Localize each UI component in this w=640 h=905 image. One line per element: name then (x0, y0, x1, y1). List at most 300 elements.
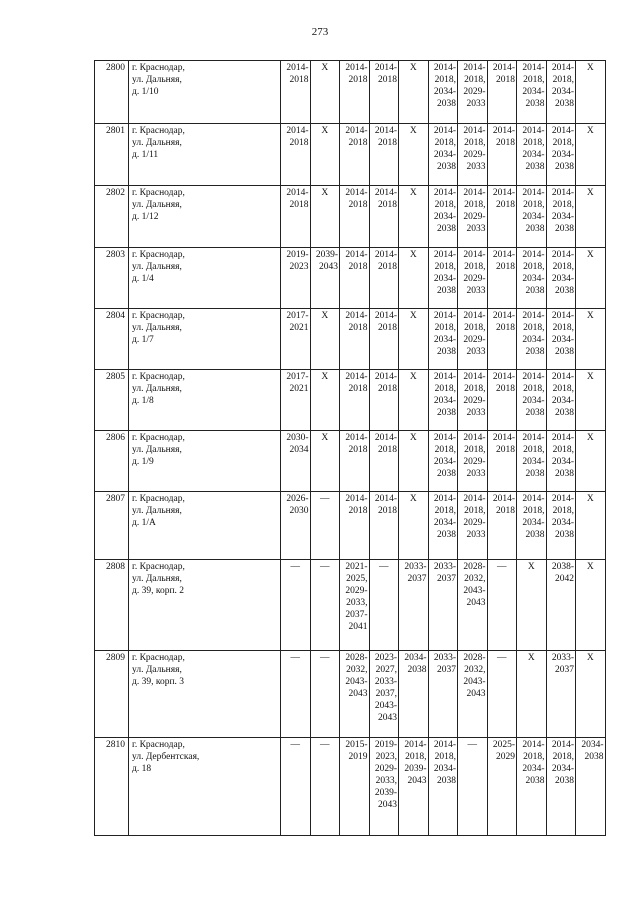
period-cell (310, 248, 340, 309)
period-cell (399, 61, 429, 124)
period-cell (428, 431, 458, 492)
period-line: 2019 (348, 752, 368, 762)
period-cell (281, 309, 311, 370)
period-line: 2037, (375, 689, 397, 699)
period-line: 2033- (374, 677, 397, 687)
period-line: 2029- (463, 212, 486, 222)
period-line: 2033, (346, 598, 368, 608)
period-line: 2025- (492, 740, 515, 750)
period-line: 2034- (433, 457, 456, 467)
period-cell (458, 61, 488, 124)
period-cell (340, 186, 370, 248)
period-line: 2038 (437, 224, 456, 234)
address-line: г. Краснодар, (132, 311, 185, 321)
period-cell (281, 492, 311, 560)
period-cell (487, 186, 517, 248)
period-line: 2041 (348, 622, 368, 632)
row-number: 2809 (95, 651, 129, 738)
period-line: 2034- (551, 764, 574, 774)
period-cell (487, 560, 517, 651)
period-line: 2014- (374, 433, 397, 443)
period-cell (487, 248, 517, 309)
period-line: 2018, (523, 75, 545, 85)
period-line: 2032, (464, 665, 486, 675)
table-row (95, 651, 606, 738)
period-line: 2014- (551, 126, 574, 136)
period-line: 2018, (434, 323, 456, 333)
address-line: г. Краснодар, (132, 126, 185, 136)
address-line: ул. Дальняя, (132, 323, 182, 333)
period-cell (369, 431, 399, 492)
period-cell (576, 651, 606, 738)
period-cell (487, 431, 517, 492)
period-line: 2030 (289, 506, 309, 516)
period-line: 2034- (551, 457, 574, 467)
period-cell (428, 560, 458, 651)
period-cell (546, 186, 576, 248)
period-cell (517, 492, 547, 560)
period-line: 2014- (551, 433, 574, 443)
period-line: 2043 (466, 598, 486, 608)
period-line: X (586, 250, 594, 260)
period-line: 2014- (492, 250, 515, 260)
period-line: 2023- (374, 653, 397, 663)
period-line: 2043 (348, 689, 368, 699)
period-line: 2018, (523, 752, 545, 762)
period-line: 2018, (464, 138, 486, 148)
period-cell (399, 370, 429, 431)
period-cell (428, 61, 458, 124)
period-line: 2043 (407, 776, 427, 786)
period-cell (517, 248, 547, 309)
period-line: 2038 (555, 224, 574, 234)
address-line: г. Краснодар, (132, 740, 185, 750)
period-line: 2014- (345, 126, 368, 136)
period-line: 2017- (286, 311, 309, 321)
period-line: — (290, 562, 300, 572)
period-line: 2038 (584, 752, 604, 762)
period-cell (458, 651, 488, 738)
period-line: 2018 (496, 323, 515, 333)
period-line: 2038 (525, 286, 545, 296)
period-line: 2034- (433, 518, 456, 528)
period-cell (340, 370, 370, 431)
period-cell (428, 248, 458, 309)
period-line: 2038 (525, 408, 545, 418)
period-line: X (409, 63, 417, 73)
period-cell (369, 248, 399, 309)
period-line: 2043 (378, 713, 397, 723)
period-cell (576, 492, 606, 560)
period-line: 2014- (551, 372, 574, 382)
period-line: 2018, (464, 200, 486, 210)
period-line: 2038 (437, 408, 456, 418)
period-line: 2014- (433, 311, 456, 321)
period-line: 2018 (496, 506, 515, 516)
period-line: 2014- (463, 126, 486, 136)
period-cell (458, 186, 488, 248)
period-line: 2038 (437, 530, 456, 540)
table-row (95, 431, 606, 492)
period-line: 2018, (523, 323, 545, 333)
period-line: 2034- (522, 150, 545, 160)
period-line: X (409, 494, 417, 504)
period-line: X (321, 433, 329, 443)
period-line: 2014- (433, 372, 456, 382)
period-line: 2029- (463, 457, 486, 467)
period-cell (428, 651, 458, 738)
period-line: 2014- (345, 250, 368, 260)
period-line: X (409, 250, 417, 260)
period-line: 2018 (348, 75, 368, 85)
address-line: д. 39, корп. 2 (132, 586, 185, 596)
period-line: 2014- (433, 188, 456, 198)
period-line: 2038 (555, 99, 574, 109)
period-line: 2038 (525, 162, 545, 172)
period-line: 2034- (551, 396, 574, 406)
row-number: 2800 (95, 61, 129, 124)
period-line: 2034- (522, 764, 545, 774)
period-cell (487, 370, 517, 431)
period-cell (369, 309, 399, 370)
period-line: 2033 (466, 286, 486, 296)
period-line: 2038 (555, 469, 574, 479)
period-line: 2014- (463, 494, 486, 504)
period-line: 2014- (374, 63, 397, 73)
period-line: 2014- (463, 311, 486, 321)
period-line: 2014- (345, 494, 368, 504)
period-line: 2014- (374, 250, 397, 260)
period-line: 2014- (433, 63, 456, 73)
period-cell (340, 651, 370, 738)
row-number: 2804 (95, 309, 129, 370)
period-cell (458, 309, 488, 370)
period-cell (340, 248, 370, 309)
period-line: 2034- (522, 457, 545, 467)
period-line: X (586, 372, 594, 382)
period-cell (281, 186, 311, 248)
period-line: 2019- (286, 250, 309, 260)
period-line: 2029 (496, 752, 515, 762)
period-line: 2032, (464, 574, 486, 584)
period-line: 2014- (433, 126, 456, 136)
period-line: 2034- (581, 740, 604, 750)
period-line: 2018, (434, 262, 456, 272)
period-line: 2028- (463, 653, 486, 663)
period-line: 2021 (289, 384, 309, 394)
address-line: г. Краснодар, (132, 63, 185, 73)
row-number: 2810 (95, 738, 129, 836)
period-cell (517, 560, 547, 651)
period-line: X (409, 433, 417, 443)
period-line: 2014- (492, 188, 515, 198)
period-line: 2018, (464, 262, 486, 272)
address-line: ул. Дальняя, (132, 574, 182, 584)
period-line: 2014- (374, 372, 397, 382)
period-cell (487, 492, 517, 560)
period-line: — (467, 740, 477, 750)
period-line: 2038 (555, 162, 574, 172)
period-line: 2042 (555, 574, 574, 584)
address-line: д. 1/12 (132, 212, 159, 222)
period-line: 2018 (496, 445, 515, 455)
period-cell (517, 124, 547, 186)
period-line: 2017- (286, 372, 309, 382)
address-cell (129, 738, 281, 836)
period-cell (576, 309, 606, 370)
period-cell (458, 124, 488, 186)
period-line: 2038 (437, 162, 456, 172)
address-cell (129, 492, 281, 560)
address-cell (129, 560, 281, 651)
period-line: 2033- (404, 562, 427, 572)
period-line: 2034- (551, 150, 574, 160)
period-line: 2038 (525, 347, 545, 357)
address-line: ул. Дальняя, (132, 506, 182, 516)
period-cell (517, 738, 547, 836)
address-line: д. 39, корп. 3 (132, 677, 185, 687)
period-cell (576, 738, 606, 836)
address-line: ул. Дербентская, (132, 752, 200, 762)
period-line: 2018 (289, 75, 309, 85)
period-line: X (586, 126, 594, 136)
period-cell (310, 309, 340, 370)
period-line: 2038 (555, 776, 574, 786)
period-line: 2034- (551, 335, 574, 345)
address-line: д. 1/9 (132, 457, 154, 467)
period-line: 2033 (466, 469, 486, 479)
period-cell (310, 61, 340, 124)
period-cell (310, 370, 340, 431)
period-cell (487, 651, 517, 738)
period-cell (546, 492, 576, 560)
address-cell (129, 61, 281, 124)
period-line: 2029- (463, 518, 486, 528)
period-line: 2018 (496, 75, 515, 85)
period-cell (281, 738, 311, 836)
period-cell (281, 61, 311, 124)
table-row (95, 492, 606, 560)
period-line: 2038 (525, 224, 545, 234)
address-line: ул. Дальняя, (132, 384, 182, 394)
table-row (95, 560, 606, 651)
period-cell (310, 738, 340, 836)
period-cell (310, 651, 340, 738)
period-line: 2014- (492, 494, 515, 504)
period-line: 2014- (463, 188, 486, 198)
period-line: 2029- (463, 87, 486, 97)
period-line: 2034- (522, 335, 545, 345)
period-line: 2015- (345, 740, 368, 750)
period-cell (517, 431, 547, 492)
period-cell (399, 651, 429, 738)
period-line: 2037 (407, 574, 427, 584)
period-line: 2018 (289, 138, 309, 148)
period-line: 2018, (552, 506, 574, 516)
period-line: 2014- (345, 372, 368, 382)
period-line: 2018 (378, 138, 397, 148)
period-line: 2026- (286, 494, 309, 504)
period-line: 2018, (552, 200, 574, 210)
period-line: 2018 (496, 138, 515, 148)
period-line: 2018 (348, 323, 368, 333)
period-line: 2014- (551, 494, 574, 504)
period-cell (517, 61, 547, 124)
table-row (95, 248, 606, 309)
period-line: 2043- (463, 586, 486, 596)
period-line: X (586, 311, 594, 321)
table-row (95, 738, 606, 836)
period-line: 2018 (496, 384, 515, 394)
period-line: 2038 (555, 286, 574, 296)
period-line: 2014- (522, 740, 545, 750)
period-cell (369, 560, 399, 651)
row-number: 2808 (95, 560, 129, 651)
period-line: 2018, (434, 200, 456, 210)
period-line: 2037 (437, 665, 456, 675)
period-line: 2027, (375, 665, 397, 675)
period-cell (399, 738, 429, 836)
period-line: 2034- (404, 653, 427, 663)
period-line: 2032, (346, 665, 368, 675)
period-line: 2014- (551, 740, 574, 750)
address-line: д. 1/А (132, 518, 156, 528)
period-line: X (321, 188, 329, 198)
period-line: 2038 (525, 530, 545, 540)
period-line: 2034- (522, 212, 545, 222)
period-line: 2023, (375, 752, 397, 762)
period-line: 2029- (374, 764, 397, 774)
period-line: X (586, 562, 594, 572)
period-cell (546, 248, 576, 309)
period-line: 2021- (345, 562, 368, 572)
period-line: 2019- (374, 740, 397, 750)
period-line: X (321, 126, 329, 136)
period-line: 2018, (523, 506, 545, 516)
period-line: X (321, 372, 329, 382)
period-line: 2014- (522, 63, 545, 73)
period-cell (458, 560, 488, 651)
period-line: 2039- (404, 764, 427, 774)
period-line: 2014- (463, 433, 486, 443)
address-line: г. Краснодар, (132, 494, 185, 504)
period-cell (281, 248, 311, 309)
period-line: 2033 (466, 99, 486, 109)
period-line: 2034- (433, 764, 456, 774)
period-cell (428, 309, 458, 370)
address-line: ул. Дальняя, (132, 445, 182, 455)
period-line: X (409, 126, 417, 136)
period-cell (458, 248, 488, 309)
period-line: 2018 (348, 384, 368, 394)
period-line: 2033- (433, 562, 456, 572)
period-line: 2029- (345, 586, 368, 596)
period-cell (340, 560, 370, 651)
period-cell (340, 309, 370, 370)
period-cell (340, 61, 370, 124)
address-line: д. 18 (132, 764, 152, 774)
period-cell (546, 309, 576, 370)
period-line: 2018, (523, 384, 545, 394)
period-line: 2014- (345, 63, 368, 73)
period-line: 2038 (555, 347, 574, 357)
period-line: 2028- (345, 653, 368, 663)
address-cell (129, 186, 281, 248)
period-cell (399, 309, 429, 370)
period-line: 2018, (434, 384, 456, 394)
row-number: 2802 (95, 186, 129, 248)
period-cell (576, 61, 606, 124)
period-cell (487, 738, 517, 836)
period-line: 2034- (522, 274, 545, 284)
address-line: ул. Дальняя, (132, 262, 182, 272)
period-line: 2033 (466, 162, 486, 172)
period-cell (546, 431, 576, 492)
period-line: 2014- (492, 372, 515, 382)
period-line: 2014- (492, 63, 515, 73)
period-line: 2018 (496, 200, 515, 210)
address-line: ул. Дальняя, (132, 138, 182, 148)
period-cell (576, 248, 606, 309)
period-line: 2034- (522, 87, 545, 97)
period-line: 2038 (407, 665, 427, 675)
period-line: 2018 (496, 262, 515, 272)
period-line: 2034- (551, 274, 574, 284)
address-line: ул. Дальняя, (132, 665, 182, 675)
period-cell (281, 431, 311, 492)
period-line: 2014- (551, 311, 574, 321)
period-cell (310, 560, 340, 651)
period-line: — (320, 740, 330, 750)
address-line: д. 1/10 (132, 87, 159, 97)
period-line: 2039- (374, 788, 397, 798)
period-line: 2034- (551, 518, 574, 528)
period-line: X (527, 653, 535, 663)
period-line: — (290, 653, 300, 663)
address-cell (129, 309, 281, 370)
address-line: г. Краснодар, (132, 188, 185, 198)
period-cell (281, 124, 311, 186)
address-line: г. Краснодар, (132, 433, 185, 443)
period-line: 2018, (552, 138, 574, 148)
period-cell (369, 738, 399, 836)
period-line: 2018, (552, 445, 574, 455)
period-line: 2018, (523, 445, 545, 455)
period-line: X (409, 372, 417, 382)
address-line: г. Краснодар, (132, 653, 185, 663)
period-line: 2014- (433, 740, 456, 750)
period-line: 2018 (378, 323, 397, 333)
period-line: 2014- (433, 433, 456, 443)
period-line: 2018 (378, 506, 397, 516)
period-line: 2014- (463, 63, 486, 73)
period-line: 2018, (523, 200, 545, 210)
period-cell (340, 431, 370, 492)
period-cell (546, 651, 576, 738)
period-cell (281, 651, 311, 738)
period-cell (576, 431, 606, 492)
period-line: 2018 (378, 200, 397, 210)
period-line: 2038 (555, 408, 574, 418)
period-cell (576, 560, 606, 651)
period-line: 2043 (466, 689, 486, 699)
period-cell (517, 309, 547, 370)
period-line: 2018, (434, 75, 456, 85)
row-number: 2801 (95, 124, 129, 186)
period-cell (369, 492, 399, 560)
period-line: X (586, 188, 594, 198)
registry-table (94, 60, 606, 836)
